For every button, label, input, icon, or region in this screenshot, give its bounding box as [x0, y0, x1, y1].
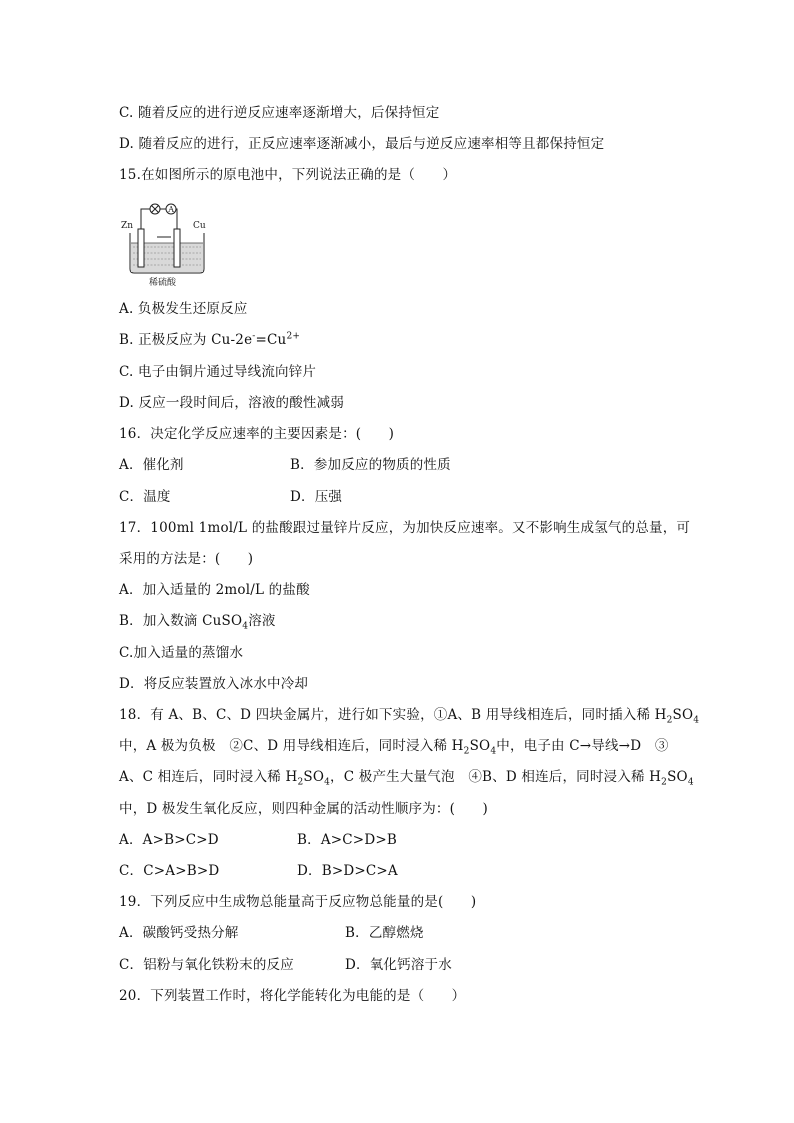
q19-option-b: B．乙醇燃烧 [345, 925, 424, 941]
q17-stem-line2: 采用的方法是：( ) [119, 551, 254, 567]
q19-options-row1 [119, 924, 619, 942]
q19-option-c: C．铝粉与氧化铁粉末的反应 [119, 957, 294, 973]
q18-stem-line2: 中，A 极为负极 ②C、D 用导线相连后，同时浸入稀 $H_2SO_4$中，电子由 C→导线→D ③ [119, 738, 669, 757]
q18-option-b: B．A>C>D>B [297, 832, 397, 848]
q14-option-d: D. 随着反应的进行，正反应速率逐渐减小，最后与逆反应速率相等且都保持恒定 [119, 136, 605, 152]
q15-option-d: D. 反应一段时间后，溶液的酸性减弱 [119, 395, 345, 411]
ammeter-label: A [168, 205, 174, 214]
q17-option-b: B．加入数滴 CuSO$_4$溶液 [119, 613, 276, 632]
q15-option-c: C. 电子由铜片通过导线流向锌片 [119, 364, 317, 380]
q18-option-d: D．B>D>C>A [297, 863, 398, 879]
q18-stem-line4: 中，D 极发生氧化反应，则四种金属的活动性顺序为：( ) [119, 801, 488, 817]
q18-stem-line1: 18．有 A、B、C、D 四块金属片，进行如下实验，①A、B 用导线相连后，同时插入稀 $H_2SO_4$ [119, 707, 700, 726]
q18-stem-line3: A、C 相连后，同时浸入稀 $H_2SO_4$，C 极产生大量气泡 ④B、D 相连后，同时浸入稀 $H_2SO_4$ [119, 769, 694, 788]
q17-option-d: D．将反应装置放入冰水中冷却 [119, 676, 309, 692]
q19-options-row2 [119, 956, 619, 974]
q20-stem: 20．下列装置工作时，将化学能转化为电能的是（ ） [119, 988, 466, 1004]
q19-stem: 19．下列反应中生成物总能量高于反应物总能量的是( ) [119, 894, 477, 910]
galvanic-cell-diagram [119, 195, 209, 287]
q17-option-a: A．加入适量的 2mol/L 的盐酸 [119, 582, 310, 598]
q15-option-b: B. 正极反应为 $Cu-2e^-=Cu^{2+}$ [119, 331, 301, 348]
cu-label: Cu [193, 221, 206, 231]
q16-option-c: C．温度 [119, 489, 171, 505]
q18-option-a: A．A>B>C>D [119, 832, 219, 848]
q16-option-b: B．参加反应的物质的性质 [290, 457, 451, 473]
q15-option-a: A. 负极发生还原反应 [119, 301, 248, 317]
q18-options-row1 [119, 831, 619, 849]
zn-label: Zn [121, 221, 134, 231]
q17-stem-line1: 17．100ml 1mol/L 的盐酸跟过量锌片反应，为加快反应速率。又不影响生成氢气的总量，可 [119, 520, 691, 536]
q19-option-a: A．碳酸钙受热分解 [119, 925, 239, 941]
q16-options-row1 [119, 456, 619, 474]
q16-options-row2 [119, 488, 619, 506]
q16-option-d: D．压强 [290, 489, 343, 505]
q15-stem: 15.在如图所示的原电池中，下列说法正确的是（ ） [119, 167, 457, 183]
q16-stem: 16．决定化学反应速率的主要因素是：( ) [119, 426, 395, 442]
q18-options-row2 [119, 862, 619, 880]
q14-option-c: C. 随着反应的进行逆反应速率逐渐增大，后保持恒定 [119, 105, 440, 121]
q18-option-c: C．C>A>B>D [119, 863, 220, 879]
solution-label: 稀硫酸 [149, 278, 177, 287]
q16-option-a: A．催化剂 [119, 457, 184, 473]
q17-option-c: C.加入适量的蒸馏水 [119, 645, 244, 661]
q19-option-d: D．氧化钙溶于水 [345, 957, 452, 973]
